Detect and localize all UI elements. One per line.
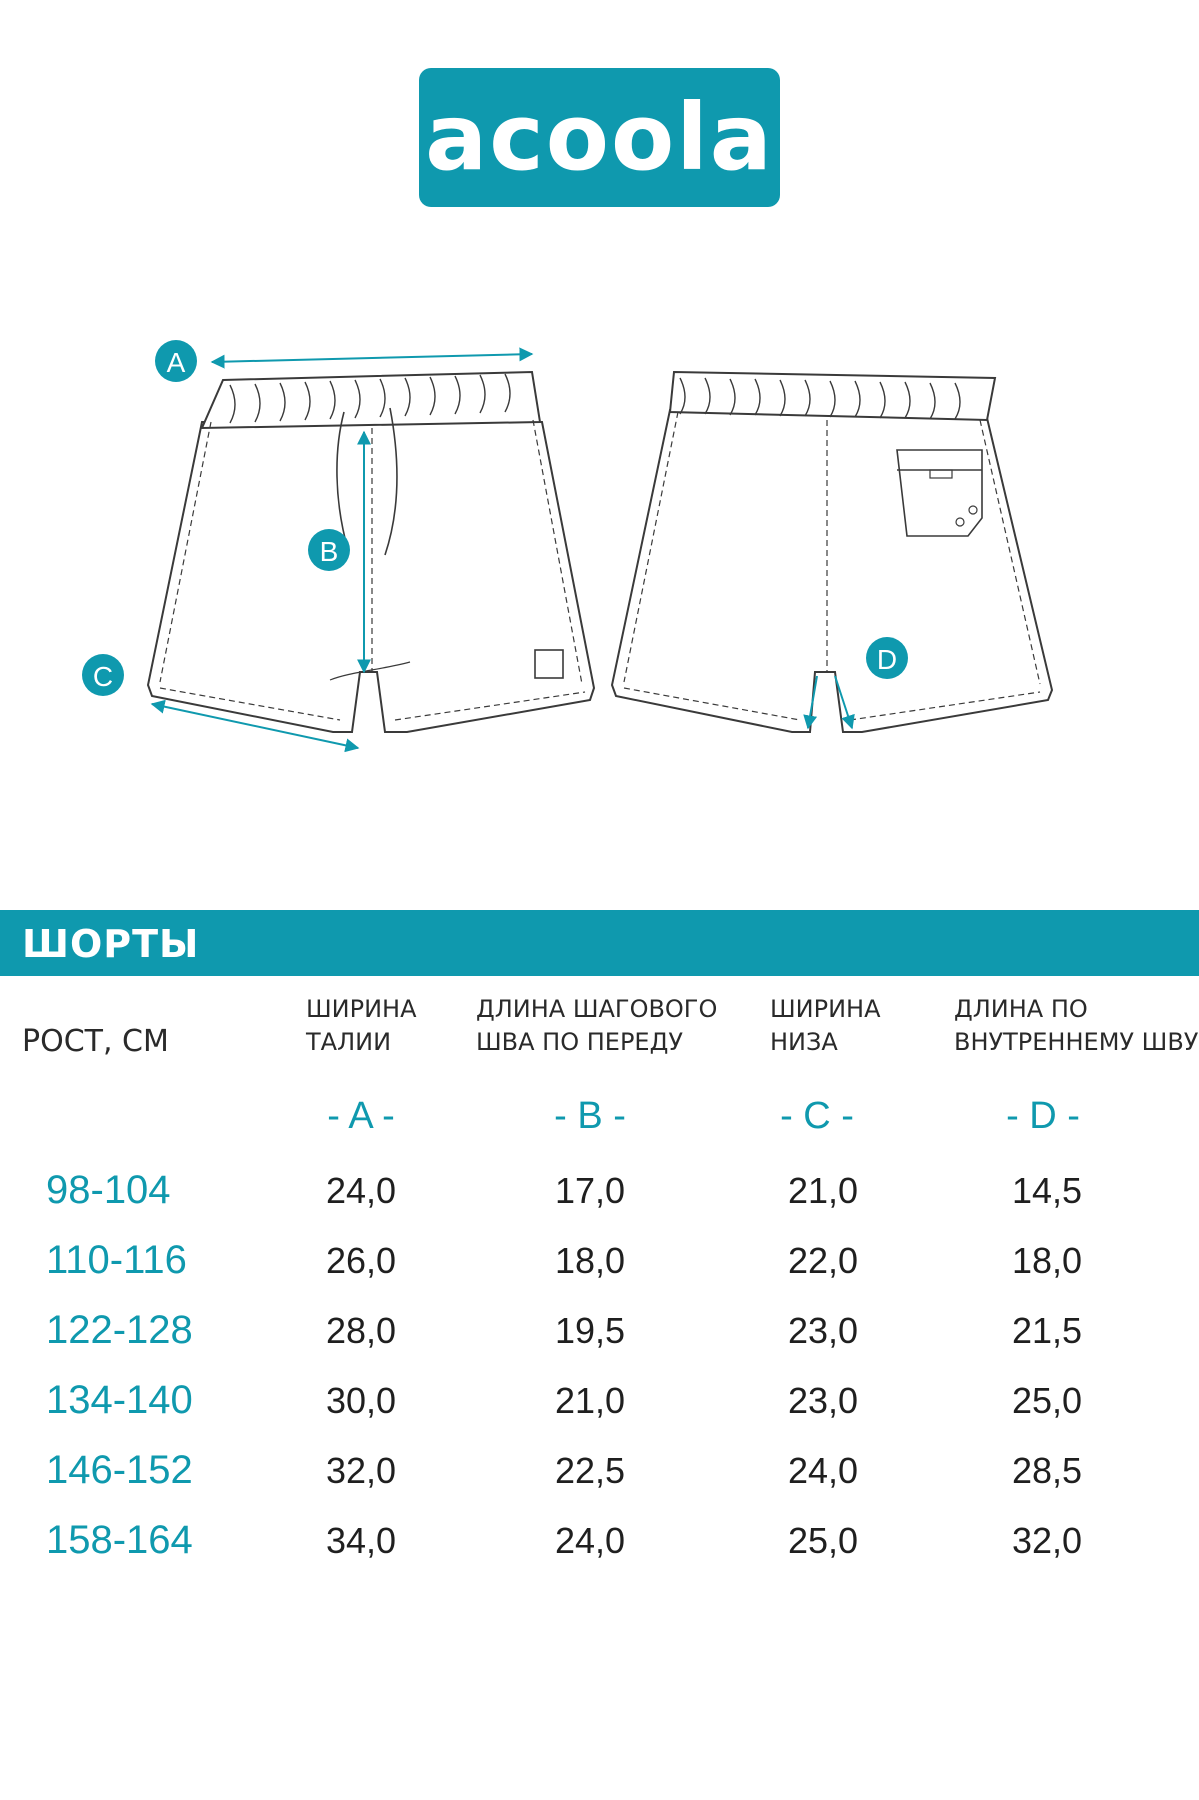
cell-hem: 25,0 <box>787 1520 859 1561</box>
cell-inseam: 32,0 <box>1011 1520 1083 1561</box>
col-header-inseam: ДЛИНА ПО ВНУТРЕННЕМУ ШВУ <box>954 995 1199 1056</box>
cell-hem: 23,0 <box>787 1310 859 1351</box>
cell-inseam: 28,5 <box>1011 1450 1083 1491</box>
marker-c <box>82 654 124 696</box>
svg-text:C: C <box>92 661 114 692</box>
cell-waist: 30,0 <box>325 1380 397 1421</box>
col-header-hem: ШИРИНА НИЗА <box>770 995 881 1056</box>
svg-text:B: B <box>319 536 339 567</box>
cell-front-rise: 17,0 <box>554 1170 626 1211</box>
cell-waist: 34,0 <box>325 1520 397 1561</box>
cell-inseam: 14,5 <box>1011 1170 1083 1211</box>
cell-front-rise: 18,0 <box>554 1240 626 1281</box>
table-row <box>0 1308 1199 1368</box>
table-row <box>0 1448 1199 1508</box>
table-row <box>0 1518 1199 1578</box>
row-height: 158-164 <box>46 1518 193 1562</box>
cell-hem: 22,0 <box>787 1240 859 1281</box>
shorts-diagram <box>0 300 1199 780</box>
col-header-front-rise: ДЛИНА ШАГОВОГО ШВА ПО ПЕРЕДУ <box>476 995 718 1056</box>
svg-text:D: D <box>876 644 898 675</box>
back-view <box>612 372 1052 732</box>
cell-hem: 21,0 <box>787 1170 859 1211</box>
col-header-waist: ШИРИНА ТАЛИИ <box>306 995 417 1056</box>
row-height: 146-152 <box>46 1448 193 1492</box>
cell-waist: 28,0 <box>325 1310 397 1351</box>
cell-waist: 32,0 <box>325 1450 397 1491</box>
row-height: 134-140 <box>46 1378 193 1422</box>
table-title-banner <box>0 910 1199 976</box>
cell-inseam: 21,5 <box>1011 1310 1083 1351</box>
row-height: 122-128 <box>46 1308 193 1352</box>
cell-hem: 24,0 <box>787 1450 859 1491</box>
table-row <box>0 1168 1199 1228</box>
col-letter-d: - D - <box>1006 1095 1080 1137</box>
cell-hem: 23,0 <box>787 1380 859 1421</box>
front-view <box>148 372 594 732</box>
svg-text:A: A <box>166 347 186 378</box>
brand-logo-text: acoola <box>425 84 774 191</box>
table-title: ШОРТЫ <box>22 922 200 966</box>
col-letter-b: - B - <box>554 1095 626 1137</box>
cell-waist: 24,0 <box>325 1170 397 1211</box>
brand-logo <box>419 68 780 207</box>
table-row <box>0 1378 1199 1438</box>
row-height: 98-104 <box>46 1168 171 1212</box>
cell-front-rise: 19,5 <box>554 1310 626 1351</box>
col-letter-c: - C - <box>780 1095 854 1137</box>
measure-a-line <box>212 354 532 362</box>
marker-d <box>866 637 908 679</box>
cell-inseam: 18,0 <box>1011 1240 1083 1281</box>
cell-front-rise: 21,0 <box>554 1380 626 1421</box>
marker-b <box>308 529 350 571</box>
cell-front-rise: 22,5 <box>554 1450 626 1491</box>
col-letter-a: - A - <box>327 1095 395 1137</box>
cell-waist: 26,0 <box>325 1240 397 1281</box>
row-height: 110-116 <box>46 1238 187 1282</box>
col-header-height: РОСТ, СМ <box>22 1024 169 1059</box>
cell-inseam: 25,0 <box>1011 1380 1083 1421</box>
table-row <box>0 1238 1199 1298</box>
cell-front-rise: 24,0 <box>554 1520 626 1561</box>
marker-a <box>155 340 197 382</box>
